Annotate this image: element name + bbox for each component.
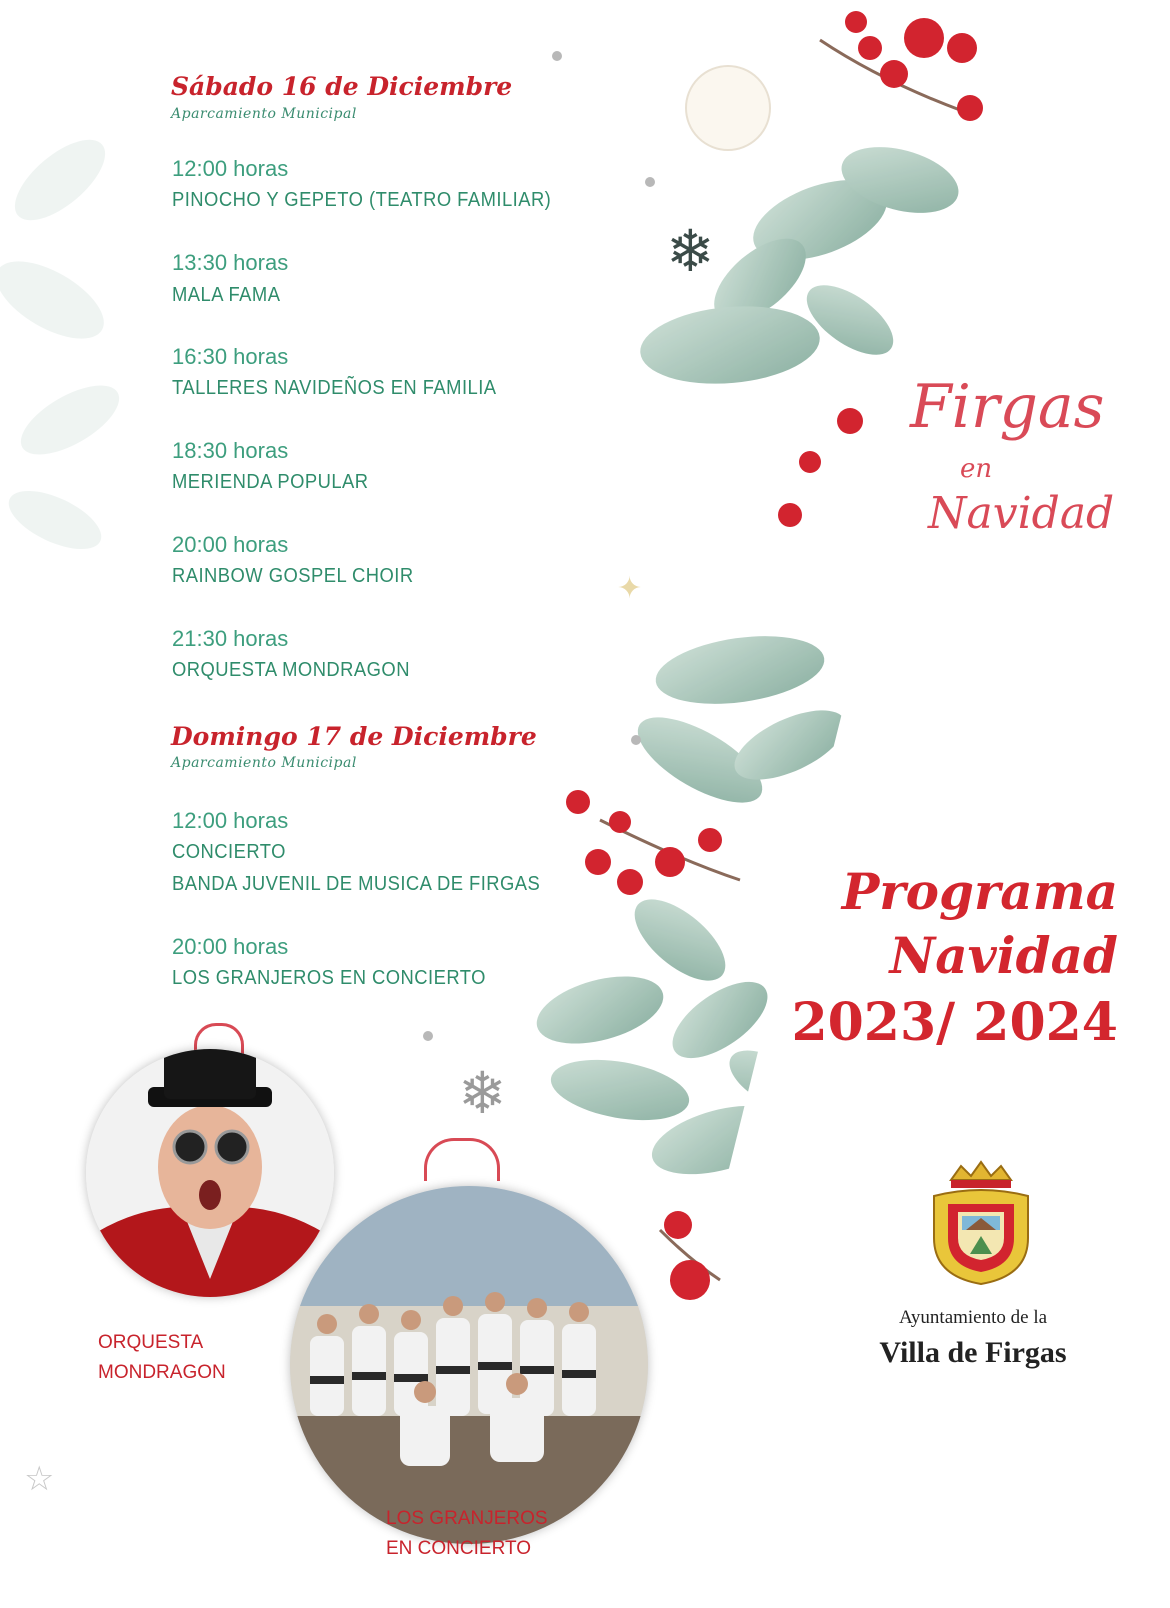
event-act: MERIENDA POPULAR <box>172 471 369 493</box>
program-title <box>791 860 1118 1053</box>
orquesta-mondragon-photo <box>86 1049 334 1297</box>
star-icon: ✦ <box>617 571 643 606</box>
event-act: RAINBOW GOSPEL CHOIR <box>172 565 414 587</box>
sunday-title: Domingo 17 de Diciembre <box>171 722 537 751</box>
event-time: 12:00 horas <box>172 808 289 833</box>
event-time: 20:00 horas <box>172 532 289 557</box>
event-time: 12:00 horas <box>172 156 289 181</box>
event-time: 16:30 horas <box>172 344 289 369</box>
coat-of-arms-icon <box>926 1158 1036 1288</box>
council-line1: Ayuntamiento de la <box>898 1307 1048 1328</box>
event-act: MALA FAMA <box>172 284 281 306</box>
los-granjeros-photo <box>290 1186 648 1544</box>
sunday-venue: Aparcamiento Municipal <box>171 755 357 771</box>
event-time: 13:30 horas <box>172 250 289 275</box>
program-title-year: 2023/ 2024 <box>791 992 1118 1053</box>
event-act: BANDA JUVENIL DE MUSICA DE FIRGAS <box>172 873 541 895</box>
event-act: LOS GRANJEROS EN CONCIERTO <box>172 967 486 989</box>
event-time: 18:30 horas <box>172 438 289 463</box>
program-title-line2: Navidad <box>889 926 1118 985</box>
mondragon-caption: ORQUESTA MONDRAGON <box>98 1332 226 1383</box>
snowflake-icon: ❄ <box>666 217 715 285</box>
saturday-venue: Aparcamiento Municipal <box>171 106 357 122</box>
saturday-title: Sábado 16 de Diciembre <box>171 72 513 101</box>
event-time: 20:00 horas <box>172 934 289 959</box>
star-icon: ☆ <box>24 1459 55 1499</box>
council-line2: Villa de Firgas <box>879 1336 1067 1369</box>
event-act: ORQUESTA MONDRAGON <box>172 659 410 681</box>
event-act: PINOCHO Y GEPETO (TEATRO FAMILIAR) <box>172 189 552 211</box>
granjeros-caption: LOS GRANJEROS EN CONCIERTO <box>386 1508 548 1559</box>
ornament-icon <box>424 1138 500 1181</box>
event-act: TALLERES NAVIDEÑOS EN FAMILIA <box>172 377 497 399</box>
event-time: 21:30 horas <box>172 626 289 651</box>
snowflake-icon: ❄ <box>458 1059 507 1127</box>
event-act: CONCIERTO <box>172 841 286 863</box>
firgas-script-logo: Firgas en Navidad <box>910 372 1115 539</box>
program-title-line1: Programa <box>841 862 1118 921</box>
